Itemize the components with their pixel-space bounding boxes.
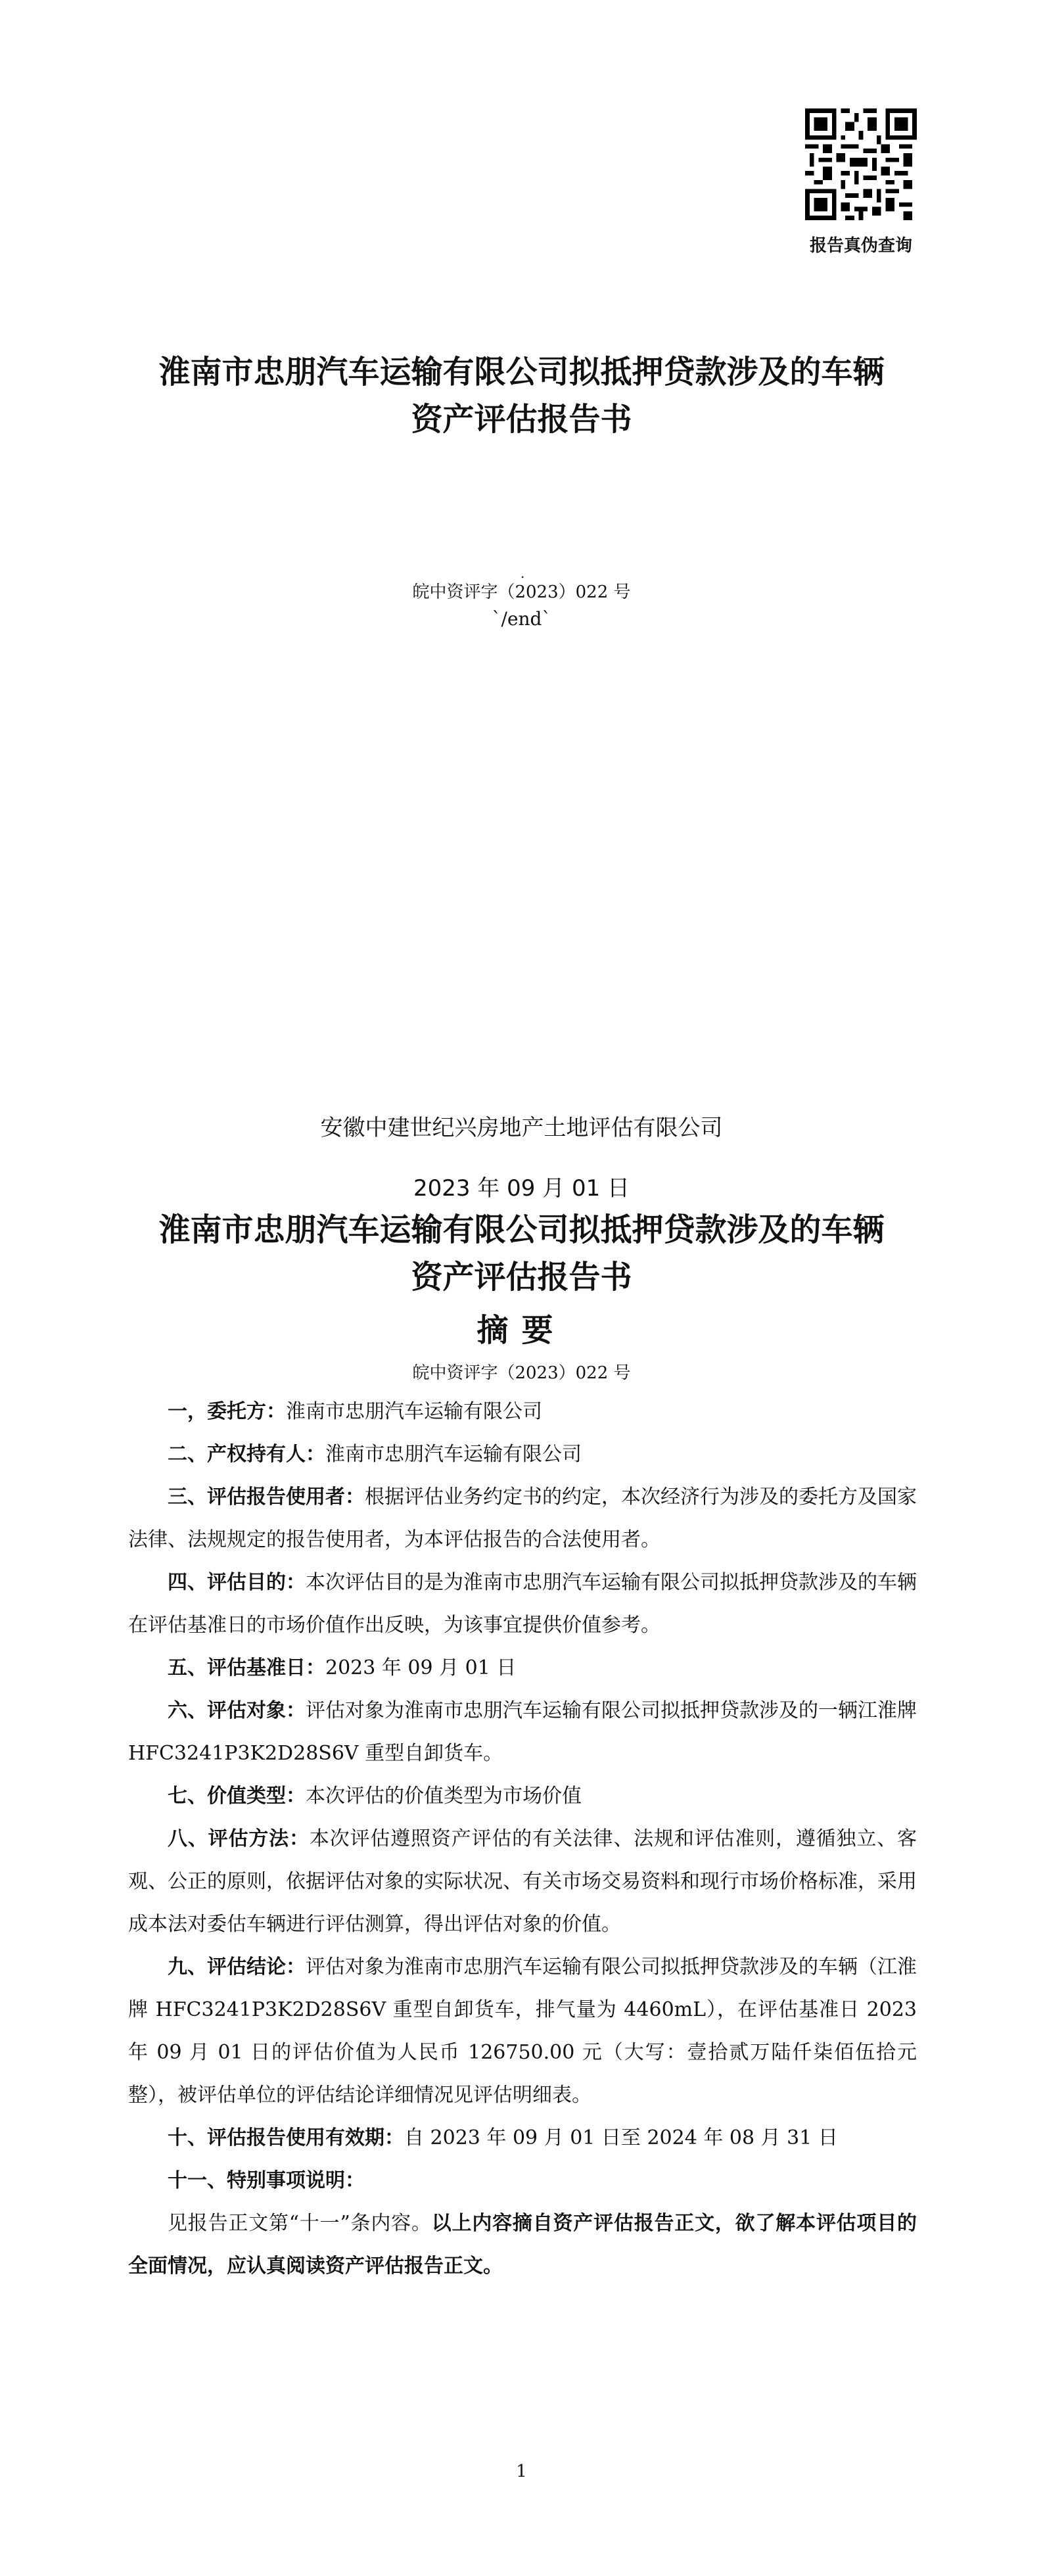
summary-item — [128, 1817, 917, 1946]
summary-closing-emphasis: 以上内容摘自资产评估报告正文，欲了解本评估项目的全面情况，应认真阅读资产评估报告正文。 — [128, 2212, 917, 2278]
summary-item-label: 五、评估基准日： — [168, 1656, 325, 1679]
summary-item — [128, 1775, 917, 1817]
summary-item-text: 评估对象为淮南市忠朋汽车运输有限公司拟抵押贷款涉及的一辆江淮牌 HFC3241P3K2D28S6V 重型自卸货车。 — [128, 1699, 917, 1765]
summary-item-label: 三、评估报告使用者： — [168, 1486, 365, 1509]
page-number: 1 — [516, 2462, 527, 2481]
cover-end-mark: `/end` — [492, 608, 551, 630]
summary-item-label: 八、评估方法： — [168, 1827, 310, 1850]
summary-item-text: 淮南市忠朋汽车运输有限公司 — [325, 1443, 582, 1466]
summary-item — [128, 1476, 917, 1561]
summary-title-line2: 资产评估报告书 — [411, 1259, 632, 1296]
summary-heading: 摘要 — [476, 1312, 567, 1349]
summary-item-label: 十、评估报告使用有效期： — [168, 2126, 404, 2149]
summary-item-text: 根据评估业务约定书的约定，本次经济行为涉及的委托方及国家法律、法规规定的报告使用者，为本评估报告的合法使用者。 — [128, 1486, 917, 1551]
summary-closing — [128, 2202, 917, 2287]
cover-title-line2: 资产评估报告书 — [411, 401, 632, 438]
summary-item — [128, 1433, 917, 1476]
cover-dot: . — [521, 565, 525, 581]
summary-item-text: 评估对象为淮南市忠朋汽车运输有限公司拟抵押贷款涉及的车辆（江淮牌 HFC3241P3K2D28S6V 重型自卸货车，排气量为 4460mL），在评估基准日 2023 年 09 月 01 日的评估价值为人民币 126750.00 元（大写：壹拾贰万陆仟柒佰伍拾元整），被评估单位的评估结论详细情况见评估明细表。 — [128, 1955, 917, 2107]
cover-title-line1: 淮南市忠朋汽车运输有限公司拟抵押贷款涉及的车辆 — [158, 354, 885, 390]
qr-caption: 报告真伪查询 — [809, 236, 912, 256]
summary-item-text: 淮南市忠朋汽车运输有限公司 — [286, 1400, 542, 1423]
summary-item-text: 本次评估目的是为淮南市忠朋汽车运输有限公司拟抵押贷款涉及的车辆在评估基准日的市场价值作出反映，为该事宜提供价值参考。 — [128, 1571, 917, 1637]
issue-date: 2023 年 09 月 01 日 — [413, 1175, 630, 1202]
summary-title-line1: 淮南市忠朋汽车运输有限公司拟抵押贷款涉及的车辆 — [158, 1211, 885, 1248]
summary-item — [128, 1390, 917, 1433]
summary-title — [0, 1206, 1043, 1301]
qr-code-icon[interactable] — [805, 108, 917, 220]
summary-item-text: 2023 年 09 月 01 日 — [325, 1656, 517, 1679]
summary-item-text: 自 2023 年 09 月 01 日至 2024 年 08 月 31 日 — [404, 2126, 838, 2149]
summary-item — [128, 1561, 917, 1647]
issuer-company: 安徽中建世纪兴房地产土地评估有限公司 — [320, 1115, 723, 1141]
summary-item-label: 二、产权持有人： — [168, 1443, 325, 1466]
cover-title — [0, 348, 1043, 443]
summary-item — [128, 2159, 917, 2202]
summary-body — [128, 1390, 917, 2287]
summary-item-label: 一，委托方： — [168, 1400, 286, 1423]
qr-verification[interactable] — [799, 108, 923, 256]
summary-item — [128, 1689, 917, 1775]
cover-reference-number: 皖中资评字（2023）022 号 — [412, 582, 631, 602]
summary-item-label: 七、价值类型： — [168, 1785, 306, 1808]
summary-item-text: 本次评估遵照资产评估的有关法律、法规和评估准则，遵循独立、客观、公正的原则，依据评估对象的实际状况、有关市场交易资料和现行市场价格标准，采用成本法对委估车辆进行评估测算，得出评估对象的价值。 — [128, 1827, 917, 1936]
summary-item-label: 九、评估结论： — [168, 1955, 306, 1979]
summary-closing-text: 见报告正文第“十一”条内容。 — [168, 2212, 432, 2235]
summary-item — [128, 2117, 917, 2159]
summary-item-label: 四、评估目的： — [168, 1571, 306, 1594]
summary-item — [128, 1946, 917, 2117]
summary-item-label: 十一、特别事项说明： — [168, 2169, 365, 2192]
summary-item-label: 六、评估对象： — [168, 1699, 306, 1722]
summary-item-text: 本次评估的价值类型为市场价值 — [306, 1785, 582, 1808]
summary-item — [128, 1647, 917, 1689]
summary-reference-number: 皖中资评字（2023）022 号 — [412, 1363, 631, 1383]
